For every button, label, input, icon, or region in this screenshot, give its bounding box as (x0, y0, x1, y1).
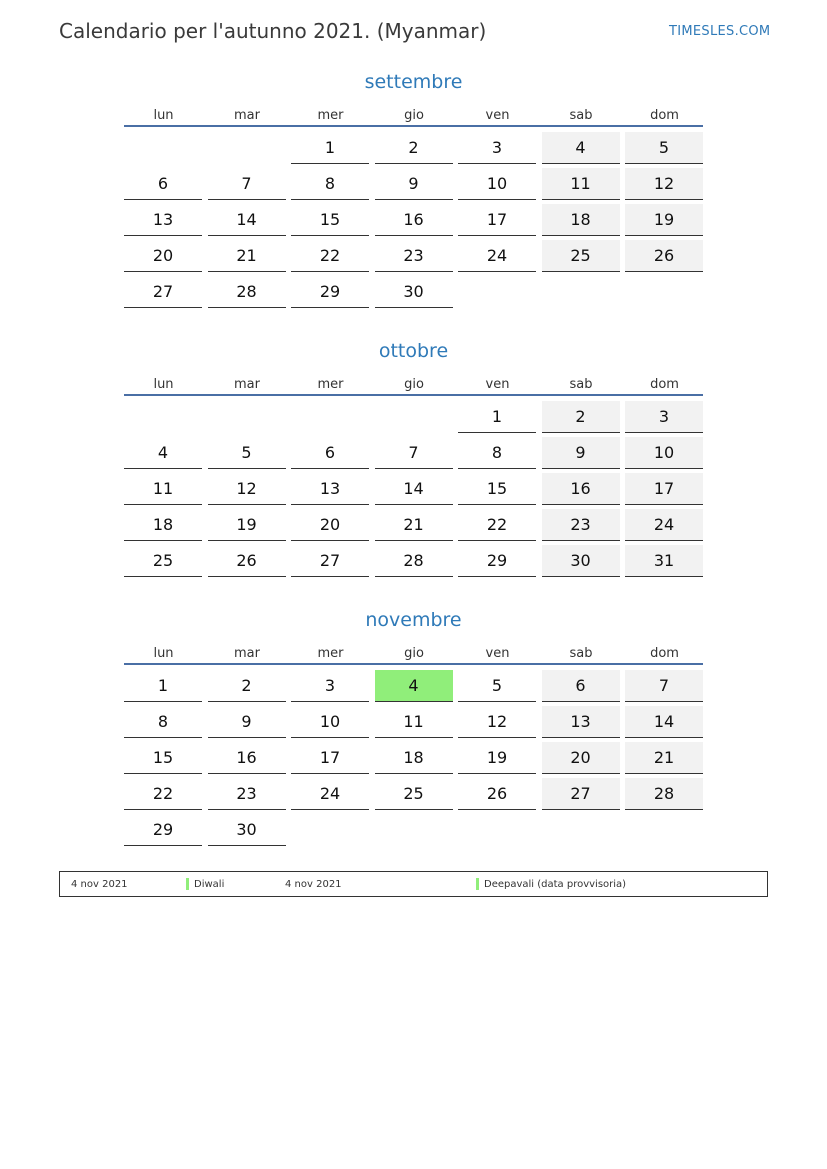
weekday-label: ven (485, 108, 510, 123)
day-cell: 1 (458, 401, 536, 433)
day-cell: 5 (458, 670, 536, 702)
day-cell: 30 (208, 814, 286, 846)
day-cell: 10 (625, 437, 703, 469)
legend-date: 4 nov 2021 (285, 879, 342, 890)
day-cell: 22 (124, 778, 202, 810)
weekday-label: dom (650, 377, 679, 392)
day-cell: 29 (124, 814, 202, 846)
day-cell: 9 (542, 437, 620, 469)
weekday-label: mer (317, 108, 344, 123)
day-cell: 30 (542, 545, 620, 577)
day-cell: 16 (375, 204, 453, 236)
day-cell: 29 (458, 545, 536, 577)
legend-date: 4 nov 2021 (71, 879, 128, 890)
day-cell: 23 (208, 778, 286, 810)
day-cell: 15 (458, 473, 536, 505)
day-cell: 22 (458, 509, 536, 541)
holiday-marker (186, 878, 189, 890)
weekday-label: dom (650, 646, 679, 661)
day-cell: 20 (124, 240, 202, 272)
day-cell: 11 (124, 473, 202, 505)
day-cell: 14 (208, 204, 286, 236)
day-cell: 2 (375, 132, 453, 164)
weekday-label: ven (485, 646, 510, 661)
day-cell: 12 (208, 473, 286, 505)
weekday-header (124, 646, 703, 664)
day-cell: 3 (458, 132, 536, 164)
day-cell: 26 (625, 240, 703, 272)
day-cell: 31 (625, 545, 703, 577)
weekday-label: sab (569, 108, 593, 123)
day-cell: 26 (458, 778, 536, 810)
day-cell: 6 (124, 168, 202, 200)
weekday-label: sab (569, 377, 593, 392)
day-cell: 4 (124, 437, 202, 469)
day-cell: 28 (208, 276, 286, 308)
weekday-label: mer (317, 377, 344, 392)
day-cell: 19 (625, 204, 703, 236)
day-cell: 25 (124, 545, 202, 577)
day-cell: 13 (124, 204, 202, 236)
day-cell: 17 (625, 473, 703, 505)
day-cell: 27 (291, 545, 369, 577)
day-cell: 28 (625, 778, 703, 810)
weekday-label: mar (234, 108, 260, 123)
day-cell: 21 (208, 240, 286, 272)
day-cell: 20 (291, 509, 369, 541)
day-cell: 13 (542, 706, 620, 738)
day-cell: 15 (291, 204, 369, 236)
day-cell: 4 (542, 132, 620, 164)
brand-link[interactable]: TIMESLES.COM (669, 24, 771, 39)
header-divider (124, 394, 703, 396)
day-cell: 13 (291, 473, 369, 505)
day-cell: 16 (542, 473, 620, 505)
day-cell: 23 (375, 240, 453, 272)
day-cell: 28 (375, 545, 453, 577)
day-cell: 7 (375, 437, 453, 469)
day-cell: 10 (291, 706, 369, 738)
holiday-day-cell: 4 (375, 670, 453, 702)
day-cell: 24 (458, 240, 536, 272)
day-cell: 3 (291, 670, 369, 702)
day-cell: 8 (458, 437, 536, 469)
weekday-label: mar (234, 646, 260, 661)
day-cell: 14 (375, 473, 453, 505)
header-divider (124, 663, 703, 665)
day-cell: 27 (124, 276, 202, 308)
day-cell: 9 (208, 706, 286, 738)
day-cell: 11 (375, 706, 453, 738)
month-name: ottobre (378, 340, 449, 362)
weekday-label: mar (234, 377, 260, 392)
day-cell: 30 (375, 276, 453, 308)
day-cell: 25 (375, 778, 453, 810)
day-cell: 24 (625, 509, 703, 541)
day-cell: 9 (375, 168, 453, 200)
day-cell: 15 (124, 742, 202, 774)
weekday-header (124, 377, 703, 395)
day-cell: 24 (291, 778, 369, 810)
day-cell: 10 (458, 168, 536, 200)
day-cell: 29 (291, 276, 369, 308)
day-cell: 21 (375, 509, 453, 541)
day-cell: 8 (124, 706, 202, 738)
weekday-label: sab (569, 646, 593, 661)
weekday-label: dom (650, 108, 679, 123)
day-cell: 17 (291, 742, 369, 774)
day-cell: 19 (458, 742, 536, 774)
holiday-marker (476, 878, 479, 890)
day-cell: 19 (208, 509, 286, 541)
weekday-label: gio (404, 108, 424, 123)
header-divider (124, 125, 703, 127)
weekday-header (124, 108, 703, 126)
weekday-label: gio (404, 377, 424, 392)
day-cell: 14 (625, 706, 703, 738)
day-cell: 18 (375, 742, 453, 774)
day-cell: 26 (208, 545, 286, 577)
legend-holiday-name: Diwali (194, 879, 225, 890)
weekday-label: lun (153, 646, 174, 661)
weekday-label: lun (153, 108, 174, 123)
day-cell: 12 (625, 168, 703, 200)
day-cell: 8 (291, 168, 369, 200)
page-title: Calendario per l'autunno 2021. (Myanmar) (59, 19, 487, 43)
legend-holiday-name: Deepavali (data provvisoria) (484, 879, 627, 890)
day-cell: 17 (458, 204, 536, 236)
day-cell: 20 (542, 742, 620, 774)
holiday-legend (59, 871, 768, 897)
day-cell: 1 (124, 670, 202, 702)
day-cell: 18 (542, 204, 620, 236)
day-cell: 18 (124, 509, 202, 541)
day-cell: 27 (542, 778, 620, 810)
day-cell: 16 (208, 742, 286, 774)
day-cell: 1 (291, 132, 369, 164)
day-cell: 25 (542, 240, 620, 272)
day-cell: 11 (542, 168, 620, 200)
day-cell: 7 (625, 670, 703, 702)
day-cell: 2 (208, 670, 286, 702)
day-cell: 3 (625, 401, 703, 433)
day-cell: 2 (542, 401, 620, 433)
weekday-label: ven (485, 377, 510, 392)
day-cell: 23 (542, 509, 620, 541)
month-name: settembre (364, 71, 463, 93)
day-cell: 7 (208, 168, 286, 200)
day-cell: 5 (208, 437, 286, 469)
weekday-label: lun (153, 377, 174, 392)
day-cell: 6 (291, 437, 369, 469)
day-cell: 6 (542, 670, 620, 702)
month-name: novembre (365, 609, 462, 631)
day-cell: 22 (291, 240, 369, 272)
day-cell: 5 (625, 132, 703, 164)
day-cell: 12 (458, 706, 536, 738)
day-cell: 21 (625, 742, 703, 774)
weekday-label: gio (404, 646, 424, 661)
weekday-label: mer (317, 646, 344, 661)
